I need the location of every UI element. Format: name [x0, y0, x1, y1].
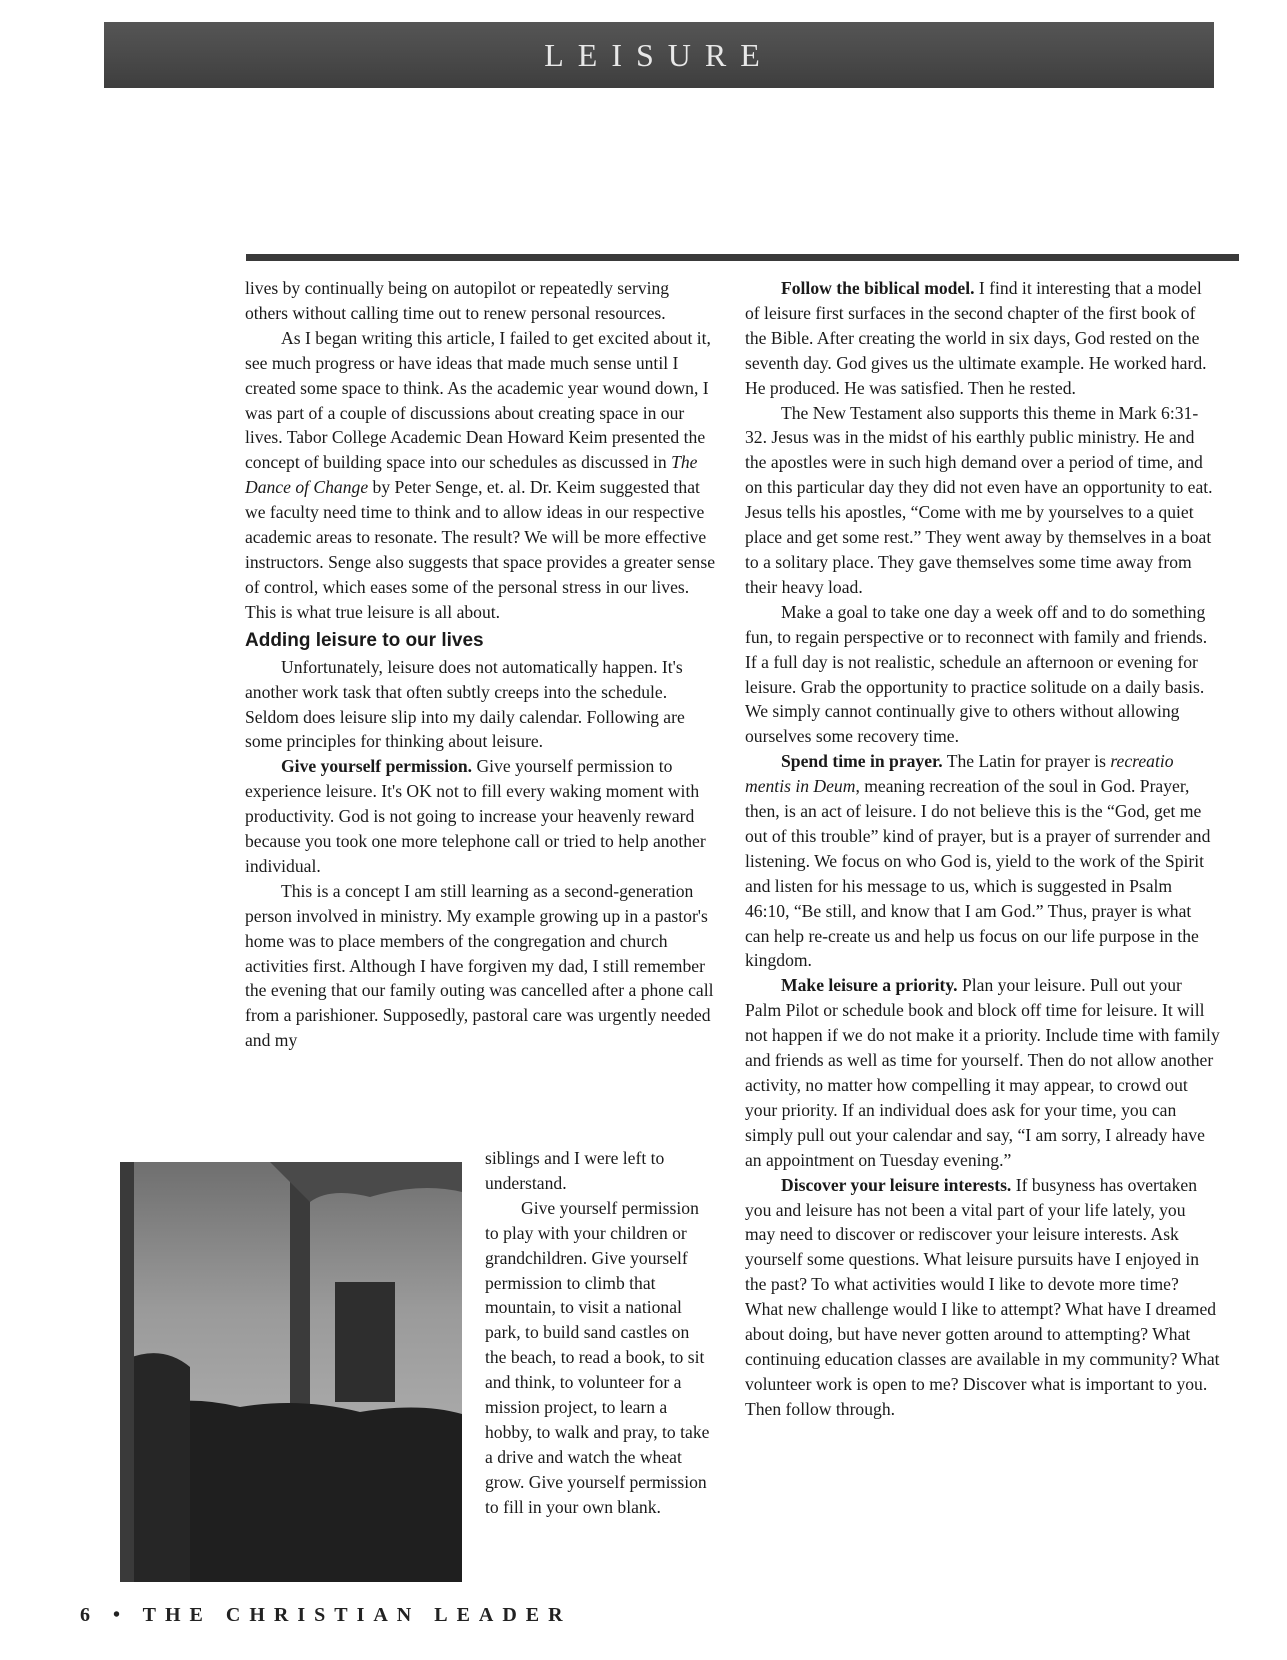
sunset-photo: [120, 1162, 462, 1582]
book-title: The Dance of Change: [245, 452, 698, 498]
paragraph: [745, 749, 1220, 973]
paragraph: Unfortunately, leisure does not automatically happen. It's another work task that often subtly creeps into the schedule. Seldom does leisure slip into my daily calendar. Following are some principles for thinking about leisure.: [245, 656, 685, 752]
run-in-heading: Give yourself permission.: [281, 756, 473, 777]
text-run: I find it interesting that a model of leisure first surfaces in the second chapter of the first book of the Bible. After creating the world in six days, God rested on the seventh day. God gives us the ultimate example. He worked hard. He produced. He was satisfied. Then he rested.: [745, 278, 1207, 398]
text-run: by Peter Senge, et. al. Dr. Keim suggested that we faculty need time to think and to allow ideas in our respective academic areas to resonate. The result? We will be more effective instructors. Senge also suggests that space provides a greater sense of control, which eases some of the personal stress in our lives. This is what true leisure is all about.: [245, 477, 716, 622]
page-footer: [80, 1604, 572, 1627]
paragraph: [745, 1173, 1220, 1422]
run-in-heading: Spend time in prayer.: [781, 751, 943, 772]
bullet-separator: •: [99, 1604, 143, 1626]
left-column: [245, 276, 715, 1053]
photo-illustration: [120, 1162, 462, 1582]
paragraph: siblings and I were left to understand.: [485, 1148, 665, 1193]
paragraph: [745, 973, 1220, 1172]
paragraph: [245, 326, 715, 625]
run-in-heading: Make leisure a priority.: [781, 975, 958, 996]
latin-phrase: recreatio mentis in Deum: [745, 751, 1174, 797]
paragraph: Make a goal to take one day a week off and to do something fun, to regain perspective or to reconnect with family and friends. If a full day is not realistic, schedule an afternoon or evening for leisure. Grab the opportunity to practice solitude on a daily basis. We simply cannot continually give to others without allowing ourselves some recovery time.: [745, 601, 1208, 747]
text-run: Give yourself permission to experience leisure. It's OK not to fill every waking moment with productivity. God is not going to increase your heavenly reward because you took one more telephone call or tried to help another individual.: [245, 756, 706, 876]
page-number: 6: [80, 1604, 99, 1626]
paragraph: lives by continually being on autopilot or repeatedly serving others without calling time out to renew personal resources.: [245, 278, 670, 323]
text-run: The Latin for prayer is: [942, 751, 1111, 772]
run-in-heading: Discover your leisure interests.: [781, 1174, 1012, 1195]
paragraph: [745, 276, 1220, 401]
right-column: [745, 276, 1220, 1422]
text-run: Plan your leisure. Pull out your Palm Pilot or schedule book and block off time for leisure. It will not happen if we do not make it a priority. Include time with family and friends as well as time for yourself. Then do not allow another activity, no matter how compelling it may appear, to crowd out your priority. If an individual does ask for your time, you can simply pull out your calendar and say, “I am sorry, I already have an appointment on Tuesday evening.”: [745, 975, 1220, 1170]
text-run: As I began writing this article, I failed to get excited about it, see much progress or have ideas that made much sense until I created some space to think. As the academic year wound down, I was part of a couple of discussions about creating space in our lives. Tabor College Academic Dean Howard Keim presented the concept of building space into our schedules as discussed in: [245, 327, 711, 473]
section-title: LEISURE: [544, 37, 774, 73]
paragraph: The New Testament also supports this theme in Mark 6:31-32. Jesus was in the midst of his earthly public ministry. He and the apostles were in such high demand over a period of time, and on this particular day they did not even have an opportunity to eat. Jesus tells his apostles, “Come with me by yourselves to a quiet place and get some rest.” They went away by themselves in a boat to a solitary place. They gave themselves some time away from their heavy load.: [745, 402, 1213, 597]
paragraph: Give yourself permission to play with your children or grandchildren. Give yourself permission to climb that mountain, to visit a national park, to build sand castles on the beach, to read a book, to sit and think, to volunteer for a mission project, to learn a hobby, to walk and pray, to take a drive and watch the wheat grow. Give yourself permission to fill in your own blank.: [485, 1197, 710, 1517]
wrapped-text-column: [485, 1146, 715, 1520]
text-run: , meaning recreation of the soul in God. Prayer, then, is an act of leisure. I do not believe this is the “God, get me out of this trouble” kind of prayer, but is a prayer of surrender and listening. We focus on who God is, yield to the work of the Spirit and listen for his message to us, which is suggested in Psalm 46:10, “Be still, and know that I am God.” Thus, prayer is what can help re-create us and help us focus on our life purpose in the kingdom.: [745, 776, 1211, 971]
divider-rule: [246, 254, 1239, 261]
paragraph: [245, 754, 715, 879]
paragraph: This is a concept I am still learning as a second-generation person involved in ministry. My example growing up in a pastor's home was to place members of the congregation and church activities first. Although I have forgiven my dad, I still remember the evening that our family outing was cancelled after a phone call from a parishioner. Supposedly, pastoral care was urgently needed and my: [245, 880, 714, 1051]
section-heading: Adding leisure to our lives: [245, 629, 484, 651]
section-banner: [104, 22, 1214, 88]
run-in-heading: Follow the biblical model.: [781, 278, 975, 298]
publication-name: THE CHRISTIAN LEADER: [142, 1604, 572, 1626]
text-run: If busyness has overtaken you and leisure has not been a vital part of your life lately, you may need to discover or rediscover your leisure interests. Ask yourself some questions. What leisure pursuits have I enjoyed in the past? To what activities would I like to devote more time? What new challenge would I like to attempt? What have I dreamed about doing, but have never gotten around to attempting? What continuing education classes are available in my community? What volunteer work is open to me? Discover what is important to you. Then follow through.: [745, 1174, 1220, 1419]
